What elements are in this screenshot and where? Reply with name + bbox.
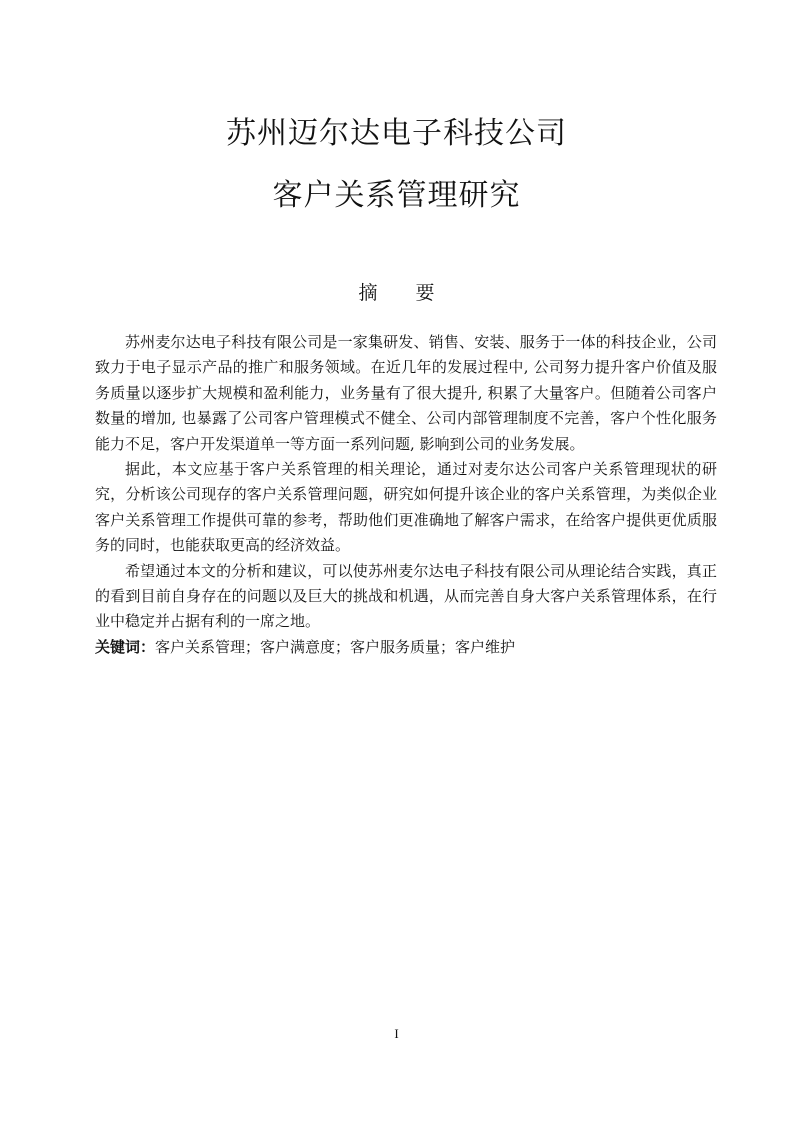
keywords-label: 关键词：	[95, 637, 156, 656]
abstract-heading-char2: 要	[415, 282, 435, 304]
abstract-paragraph: 希望通过本文的分析和建议，可以使苏州麦尔达电子科技有限公司从理论结合实践，真正的看到目前自身存在的问题以及巨大的挑战和机遇，从而完善自身大客户关系管理体系，在行业中稳定并占据有利的一席之地。	[95, 561, 717, 631]
keywords-line	[95, 635, 717, 660]
abstract-heading-char1: 摘	[358, 282, 378, 304]
page-number: I	[394, 1026, 399, 1041]
keywords-text: 客户关系管理；客户满意度；客户服务质量；客户维护	[155, 637, 516, 656]
abstract-body	[95, 330, 717, 660]
document-title-line1: 苏州迈尔达电子科技公司	[226, 116, 567, 151]
abstract-paragraph: 据此，本文应基于客户关系管理的相关理论，通过对麦尔达公司客户关系管理现状的研究，分析该公司现存的客户关系管理问题，研究如何提升该企业的客户关系管理，为类似企业客户关系管理工作提供可靠的参考，帮助他们更准确地了解客户需求，在给客户提供更优质服务的同时，也能获取更高的经济效益。	[95, 460, 717, 555]
abstract-paragraph: 苏州麦尔达电子科技有限公司是一家集研发、销售、安装、服务于一体的科技企业，公司致力于电子显示产品的推广和服务领域。在近几年的发展过程中, 公司努力提升客户价值及服务质量以逐步扩大规模和盈利能力，业务量有了很大提升, 积累了大量客户。但随着公司客户数量的增加, 也暴露了公司客户管理模式不健全、公司内部管理制度不完善，客户个性化服务能力不足，客户开发渠道单一等方面一系列问题, 影响到公司的业务发展。	[95, 333, 717, 453]
document-title-line2: 客户关系管理研究	[272, 178, 521, 213]
abstract-heading	[0, 278, 793, 305]
